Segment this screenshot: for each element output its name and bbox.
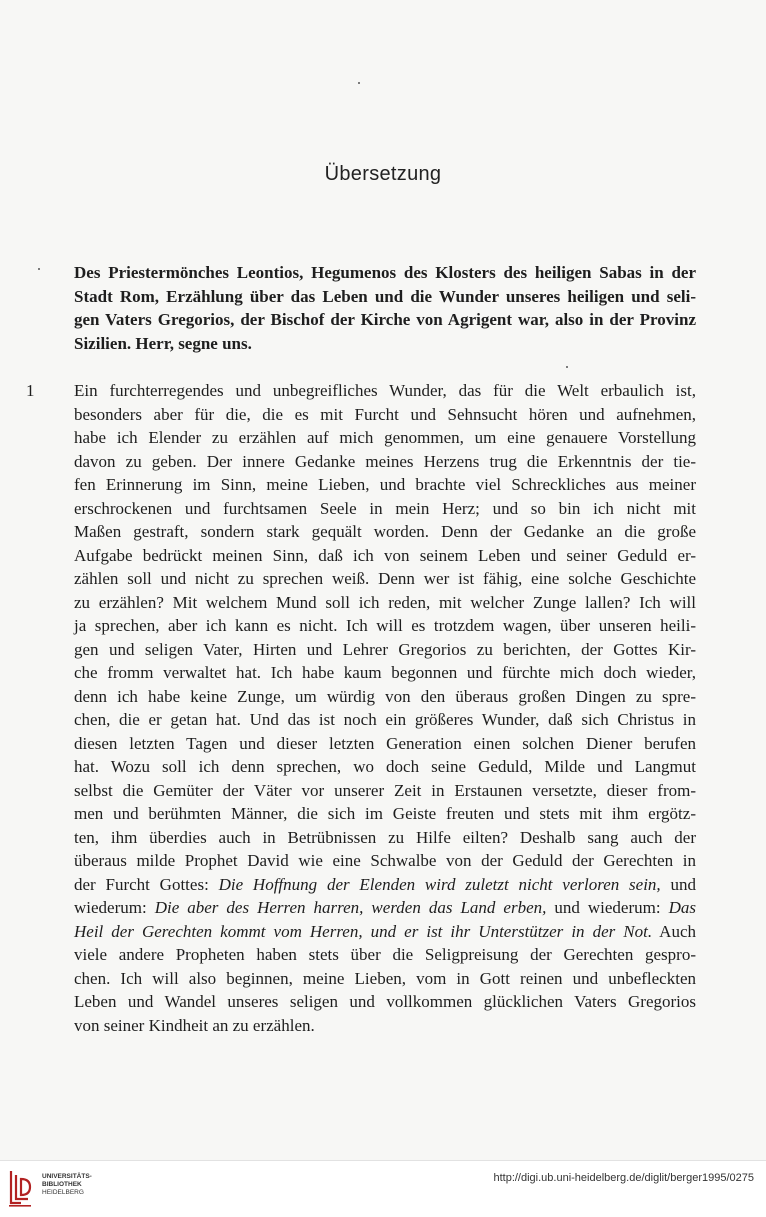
heading-line: Des Priestermönches Leontios, Hegumenos des Klosters des heiligen Sabas in der (74, 263, 696, 282)
text-line (74, 873, 696, 897)
library-name-line: UNIVERSITÄTS- (42, 1173, 92, 1180)
text-line: Ein furchterregendes und unbegreifliches Wunder, das für die Welt erbaulich ist, (74, 381, 696, 400)
text-line: habe ich Elender zu erzählen auf mich genommen, um eine genauere Vorstellung (74, 428, 696, 447)
text-line: ten, ihm überdies auch in Betrübnissen zu Hilfe eilten? Deshalb sang auch der (74, 827, 696, 847)
text-line: viele andere Propheten haben stets über die Seligpreisung der Gerechten gespro- (74, 945, 696, 964)
text-line: Leben und Wandel unseres seligen und vollkommen glücklichen Vaters Gregorios (74, 992, 696, 1011)
text-line: che fromm verwaltet hat. Ich habe kaum begonnen und fürchte mich doch wieder, (74, 663, 696, 682)
scripture-quote: Heil der Gerechten kommt vom Herren, und er ist ihr Unterstützer in der Not. (74, 921, 653, 941)
scan-speck (358, 82, 360, 84)
text-line: gen und seligen Vater, Hirten und Lehrer Gregorios zu berichten, der Gottes Kir- (74, 639, 696, 659)
scripture-quote: Das (668, 898, 696, 917)
text-line: chen. Ich will also beginnen, meine Lieben, vom in Gott reinen und unbefleckten (74, 968, 696, 988)
text-run: und (660, 874, 696, 894)
text-line: überaus milde Prophet David wie eine Schwalbe von der Geduld der Gerechten in (74, 851, 696, 870)
text-line: selbst die Gemüter der Väter vor unserer Zeit in Erstaunen versetzte, dieser from- (74, 780, 696, 800)
text-line: erschrockenen und furchtsamen Seele in mein Herz; und so bin ich nicht mit (74, 498, 696, 518)
text-line: zählen soll und nicht zu sprechen weiß. Denn wer ist fähig, eine solche Geschichte (74, 569, 696, 588)
page-title: Übersetzung (324, 163, 442, 185)
text-line: diesen letzten Tagen und dieser letzten Generation einen solchen Diener berufen (74, 733, 696, 753)
text-run: und wiederum: (546, 898, 669, 917)
footer-bar (0, 1160, 766, 1217)
heading-line: Stadt Rom, Erzählung über das Leben und die Wunder unseres heiligen und seli- (74, 286, 696, 306)
scripture-quote: Die aber des Herren harren, werden das Land erben, (154, 898, 547, 917)
scan-speck (566, 366, 568, 368)
scan-speck (38, 268, 40, 270)
text-line: men und berühmten Männer, die sich im Geiste freuten und stets mit ihm ergötz- (74, 804, 696, 823)
text-line: davon zu geben. Der innere Gedanke meines Herzens trug die Erkenntnis der tie- (74, 451, 696, 471)
text-line: hat. Wozu soll ich denn sprechen, wo doch seine Geduld, Milde und Langmut (74, 757, 696, 776)
paragraph-number: 1 (26, 381, 35, 400)
text-line: ja sprechen, aber ich kann es nicht. Ich will es trotzdem wagen, über unseren heili- (74, 616, 696, 635)
heading-line: Sizilien. Herr, segne uns. (74, 333, 252, 353)
scripture-quote: Die Hoffnung der Elenden wird zuletzt nicht verloren sein, (218, 874, 661, 894)
heading-line: gen Vaters Gregorios, der Bischof der Kirche von Agrigent war, also in der Provinz (74, 310, 696, 329)
text-line: besonders aber für die, die es mit Furcht und Sehnsucht hören und aufnehmen, (74, 404, 696, 424)
library-name (42, 1173, 92, 1197)
library-name-line: BIBLIOTHEK (42, 1181, 82, 1188)
ub-heidelberg-logo-icon[interactable] (8, 1169, 34, 1207)
library-name-line: HEIDELBERG (42, 1189, 84, 1196)
text-line: denn ich habe keine Zunge, um würdig von den überaus großen Dingen zu spre- (74, 686, 696, 706)
text-run: der Furcht Gottes: (74, 874, 219, 894)
text-line: Aufgabe bedrückt meinen Sinn, daß ich von seinem Leben und seiner Geduld er- (74, 545, 696, 565)
text-line: Maßen gestraft, sondern stark gequält worden. Denn der Gedanke an die große (74, 522, 696, 541)
permalink-url[interactable]: http://digi.ub.uni-heidelberg.de/diglit/berger1995/0275 (493, 1172, 754, 1184)
text-run: wiederum: (74, 898, 155, 917)
text-line: fen Erinnerung im Sinn, meine Lieben, und brachte viel Schreckliches aus meiner (74, 475, 696, 494)
text-line: zu erzählen? Mit welchem Mund soll ich reden, mit welcher Zunge lallen? Ich will (74, 592, 696, 612)
text-line: chen, die er getan hat. Und das ist noch ein größeres Wunder, daß sich Christus in (74, 710, 696, 729)
text-run: Auch (652, 921, 697, 941)
body-text (74, 379, 696, 1037)
text-line (74, 920, 696, 944)
text-line (74, 896, 696, 920)
section-heading (74, 261, 696, 355)
text-line: von seiner Kindheit an zu erzählen. (74, 1015, 315, 1035)
